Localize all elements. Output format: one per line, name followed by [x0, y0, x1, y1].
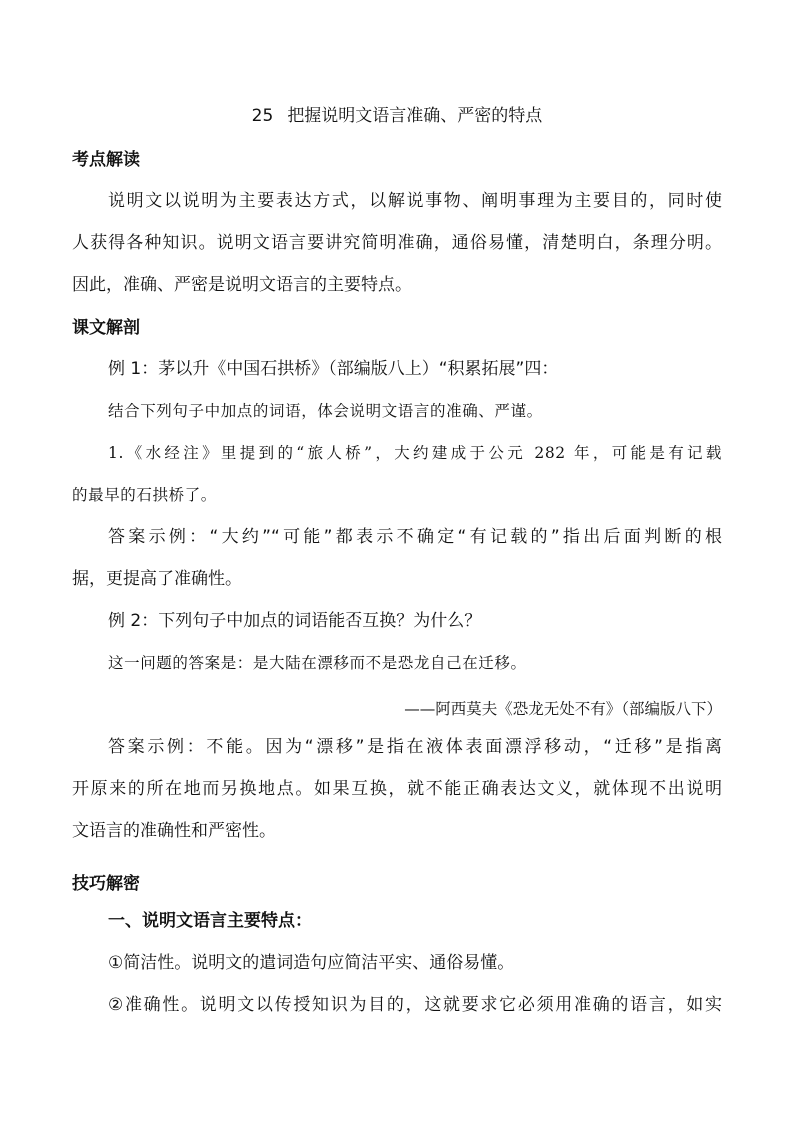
example2-label: 例 2：下列句子中加点的词语能否互换？为什么？ [108, 611, 482, 631]
example2-answer-line-1: 答案示例：不能。因为“漂移”是指在液体表面漂浮移动，“迁移”是指离 [108, 737, 722, 757]
example2-answer-line-3: 文语言的准确性和严密性。 [72, 821, 276, 841]
example2-block [72, 600, 722, 684]
example1-answer-line-1: 答案示例：“大约”“可能”都表示不确定“有记载的”指出后面判断的根 [108, 527, 722, 547]
section-heading-kewen: 课文解剖 [72, 318, 140, 338]
example1-instruction: 结合下列句子中加点的词语，体会说明文语言的准确、严谨。 [108, 402, 543, 420]
lesson-title: 把握说明文语言准确、严密的特点 [287, 106, 543, 126]
example1-block [72, 348, 722, 600]
example1-answer-line-2: 据，更提高了准确性。 [72, 569, 242, 589]
example1-question-line-1: 1.《水经注》里提到的“旅人桥”，大约建成于公元 282 年，可能是有记载 [108, 444, 722, 462]
section-heading-jiqiao: 技巧解密 [72, 874, 140, 894]
intro-line-3: 因此，准确、严密是说明文语言的主要特点。 [72, 275, 412, 295]
example2-source: ——阿西莫夫《恐龙无处不有》（部编版八下） [404, 700, 722, 718]
tips-item-1: ①简洁性。说明文的遣词造句应简洁平实、通俗易懂。 [108, 953, 515, 973]
intro-line-2: 人获得各种知识。说明文语言要讲究简明准确，通俗易懂，清楚明白，条理分明。 [72, 233, 722, 253]
tips-block [72, 900, 722, 1026]
intro-paragraph [72, 180, 722, 306]
example2-answer-line-2: 开原来的所在地而另换地点。如果互换，就不能正确表达文义，就体现不出说明 [72, 779, 722, 799]
lesson-number: 25 [251, 106, 274, 126]
example1-question-line-2: 的最早的石拱桥了。 [72, 486, 217, 504]
example2-sentence: 这一问题的答案是：是大陆在漂移而不是恐龙自己在迁移。 [108, 654, 527, 672]
example1-label: 例 1：茅以升《中国石拱桥》（部编版八上）“积累拓展”四： [108, 359, 559, 379]
intro-line-1: 说明文以说明为主要表达方式，以解说事物、阐明事理为主要目的，同时使 [108, 191, 722, 211]
section-heading-kaodian: 考点解读 [72, 150, 140, 170]
tips-item-2: ②准确性。说明文以传授知识为目的，这就要求它必须用准确的语言，如实 [108, 995, 722, 1015]
page-title [0, 104, 794, 128]
tips-heading: 一、说明文语言主要特点： [108, 911, 312, 931]
example2-answer [72, 726, 722, 852]
